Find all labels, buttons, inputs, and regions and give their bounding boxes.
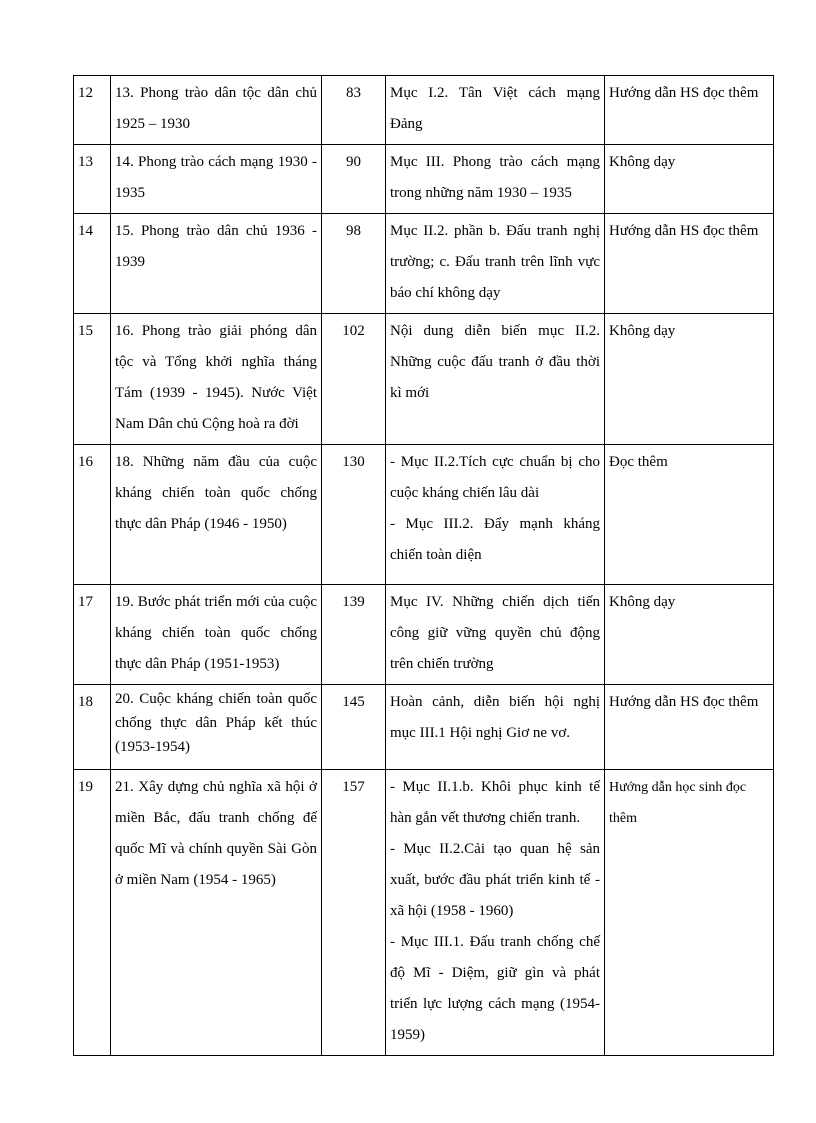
adjustment-note: Đọc thêm bbox=[605, 445, 774, 585]
row-number: 19 bbox=[74, 770, 111, 1056]
content-adjustment: Mục I.2. Tân Việt cách mạng Đảng bbox=[386, 76, 605, 145]
content-adjustment: Mục IV. Những chiến dịch tiến công giữ vững quyền chủ động trên chiến trường bbox=[386, 585, 605, 685]
page-number: 157 bbox=[322, 770, 386, 1056]
table-row bbox=[74, 770, 774, 1056]
page-number: 145 bbox=[322, 685, 386, 770]
row-number: 12 bbox=[74, 76, 111, 145]
adjustment-note: Không dạy bbox=[605, 145, 774, 214]
table-row bbox=[74, 76, 774, 145]
row-number: 14 bbox=[74, 214, 111, 314]
lesson-title: 21. Xây dựng chủ nghĩa xã hội ở miền Bắc, đấu tranh chống đế quốc Mĩ và chính quyền Sài Gòn ở miền Nam (1954 - 1965) bbox=[111, 770, 322, 1056]
row-number: 18 bbox=[74, 685, 111, 770]
row-number: 17 bbox=[74, 585, 111, 685]
page-number: 90 bbox=[322, 145, 386, 214]
table-row bbox=[74, 214, 774, 314]
lesson-title: 16. Phong trào giải phóng dân tộc và Tổng khởi nghĩa tháng Tám (1939 - 1945). Nước Việt Nam Dân chủ Cộng hoà ra đời bbox=[111, 314, 322, 445]
content-adjustment: Nội dung diễn biến mục II.2. Những cuộc đấu tranh ở đầu thời kì mới bbox=[386, 314, 605, 445]
table-row bbox=[74, 314, 774, 445]
table-row bbox=[74, 445, 774, 585]
table-row bbox=[74, 145, 774, 214]
adjustment-note: Không dạy bbox=[605, 314, 774, 445]
row-number: 16 bbox=[74, 445, 111, 585]
content-adjustment: Mục II.2. phần b. Đấu tranh nghị trường; c. Đấu tranh trên lĩnh vực báo chí không dạy bbox=[386, 214, 605, 314]
row-number: 13 bbox=[74, 145, 111, 214]
lesson-title: 15. Phong trào dân chủ 1936 - 1939 bbox=[111, 214, 322, 314]
content-adjustment: Mục III. Phong trào cách mạng trong những năm 1930 – 1935 bbox=[386, 145, 605, 214]
lesson-title: 13. Phong trào dân tộc dân chủ 1925 – 1930 bbox=[111, 76, 322, 145]
table-row bbox=[74, 585, 774, 685]
content-adjustment: Hoàn cảnh, diễn biến hội nghị mục III.1 Hội nghị Giơ ne vơ. bbox=[386, 685, 605, 770]
content-adjustment: - Mục II.2.Tích cực chuẩn bị cho cuộc kháng chiến lâu dài - Mục III.2. Đẩy mạnh kháng chiến toàn diện bbox=[386, 445, 605, 585]
page-number: 102 bbox=[322, 314, 386, 445]
adjustment-note: Hướng dẫn HS đọc thêm bbox=[605, 214, 774, 314]
page-number: 130 bbox=[322, 445, 386, 585]
table-row bbox=[74, 685, 774, 770]
row-number: 15 bbox=[74, 314, 111, 445]
curriculum-table bbox=[73, 75, 774, 1056]
lesson-title: 20. Cuộc kháng chiến toàn quốc chống thực dân Pháp kết thúc (1953-1954) bbox=[111, 685, 322, 770]
page-number: 139 bbox=[322, 585, 386, 685]
adjustment-note: Hướng dẫn HS đọc thêm bbox=[605, 76, 774, 145]
adjustment-note: Hướng dẫn HS đọc thêm bbox=[605, 685, 774, 770]
content-adjustment: - Mục II.1.b. Khôi phục kinh tế hàn gắn vết thương chiến tranh. - Mục II.2.Cải tạo quan hệ sản xuất, bước đầu phát triển kinh tế - xã hội (1958 - 1960) - Mục III.1. Đấu tranh chống chế độ Mĩ - Diệm, giữ gìn và phát triển lực lượng cách mạng (1954- 1959) bbox=[386, 770, 605, 1056]
page-number: 98 bbox=[322, 214, 386, 314]
lesson-title: 14. Phong trào cách mạng 1930 - 1935 bbox=[111, 145, 322, 214]
lesson-title: 18. Những năm đầu của cuộc kháng chiến toàn quốc chống thực dân Pháp (1946 - 1950) bbox=[111, 445, 322, 585]
adjustment-note: Không dạy bbox=[605, 585, 774, 685]
page-number: 83 bbox=[322, 76, 386, 145]
adjustment-note: Hướng dẫn học sinh đọc thêm bbox=[605, 770, 774, 1056]
lesson-title: 19. Bước phát triển mới của cuộc kháng chiến toàn quốc chống thực dân Pháp (1951-1953) bbox=[111, 585, 322, 685]
